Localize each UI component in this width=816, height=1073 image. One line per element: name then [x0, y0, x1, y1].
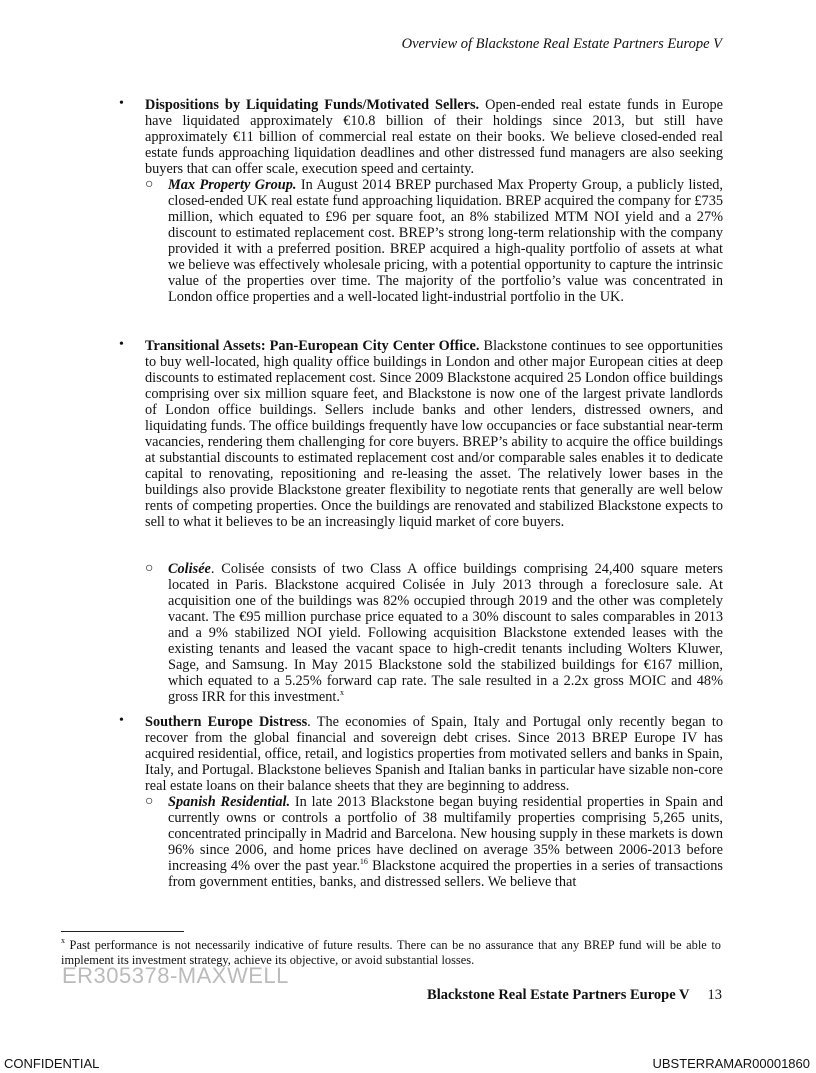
confidential-label: CONFIDENTIAL: [4, 1056, 100, 1071]
bates-number: UBSTERRAMAR00001860: [652, 1056, 810, 1071]
section-text: In August 2014 BREP purchased Max Property Group, a publicly listed, closed-ended UK real estate fund approaching liquidation. BREP acquired the company for £735 million, which equated to £96 per square foot, an 8% stabilized MTM NOI yield and a 27% discount to estimated replacement cost. BREP’s strong long-term relationship with the company provided it with a preferred position. BREP acquired a high-quality portfolio of assets at what we believe was effectively wholesale pricing, with a potential opportunity to capture the intrinsic value of the properties over time. The majority of the portfolio’s value was concentrated in London office properties and a well-located light-industrial portfolio in the UK.: [168, 177, 723, 305]
circle-bullet-icon: ○: [145, 794, 154, 809]
section-text: Blackstone continues to see opportunities to buy well-located, high quality office buildings in London and other major European cities at deep discounts to estimated replacement cost. Since 2009 Blackstone acquired 25 London office buildings comprising over six million square feet, and Blackstone is now one of the largest private landlords of London office buildings. Sellers include banks and other lenders, distressed owners, and liquidating funds. The office buildings frequently have low occupancies or face substantial near-term vacancies, rendering them challenging for core buyers. BREP’s ability to acquire the office buildings at substantial discounts to estimated replacement cost and/or comparable sales enables it to dedicate capital to renovating, repositioning and re-leasing the asset. The relatively lower bases in the buildings also provide Blackstone greater flexibility to negotiate rents that generally are well below rents of competing properties. Once the buildings are renovated and stabilized Blackstone expects to sell to what it believes to be an increasingly liquid market of core buyers.: [145, 338, 723, 530]
section-text: In late 2013 Blackstone began buying residential properties in Spain and currently owns or controls a portfolio of 38 multifamily properties comprising 5,265 units, concentrated principally in Madrid and Barcelona. New housing supply in these markets is down 96% since 2006, and home prices have declined on average 35% between 2006-2013 before increasing 4% over the past year.: [168, 794, 724, 874]
section-lead: Spanish Residential.: [168, 794, 291, 810]
running-header: Overview of Blackstone Real Estate Partners Europe V: [401, 36, 722, 52]
footnote-text: Past performance is not necessarily indicative of future results. There can be no assurance that any BREP fund will be able to implement its investment strategy, achieve its objective, or avoid substantial losses.: [61, 938, 721, 967]
footnote-ref: 16: [359, 857, 368, 866]
circle-bullet-icon: ○: [145, 177, 154, 192]
bullet-icon: •: [119, 713, 124, 728]
page-footer: [427, 987, 722, 1004]
footnote-rule: [61, 931, 184, 932]
footer-title: Blackstone Real Estate Partners Europe V: [427, 987, 690, 1003]
section-lead: Dispositions by Liquidating Funds/Motivated Sellers.: [145, 97, 480, 113]
subsection-max-property: [168, 177, 723, 305]
section-text: . The economies of Spain, Italy and Portugal only recently began to recover from the global financial and sovereign debt crises. Since 2013 BREP Europe IV has acquired residential, office, retail, and logistics properties from motivated sellers and banks in Spain, Italy, and Portugal. Blackstone believes Spanish and Italian banks in particular have sizable non-core real estate loans on their balance sheets that they are beginning to address.: [145, 714, 723, 794]
section-text: Open-ended real estate funds in Europe have liquidated approximately €10.8 billion of their holdings since 2013, but still have approximately €11 billion of commercial real estate on their books. We believe closed-ended real estate funds approaching liquidation deadlines and other distressed fund managers are also seeking buyers that can offer scale, execution speed and certainty.: [145, 97, 723, 177]
subsection-spanish-residential: [168, 794, 723, 890]
section-text-cont: Blackstone acquired the properties in a series of transactions from government entities, banks, and distressed sellers. We believe that: [168, 858, 723, 890]
section-lead: Colisée: [168, 561, 211, 577]
bullet-icon: •: [119, 96, 124, 111]
section-text: . Colisée consists of two Class A office buildings comprising 24,400 square meters located in Paris. Blackstone acquired Colisée in July 2013 through a foreclosure sale. At acquisition one of the buildings was 82% occupied through 2019 and the other was completely vacant. The €95 million purchase price equated to a 30% discount to sales comparables in 2013 and a 9% stabilized NOI yield. Following acquisition Blackstone extended leases with the existing tenants and leased the vacant space to high-credit tenants including Wolters Kluwer, Sage, and Samsung. In May 2015 Blackstone sold the stabilized buildings for €167 million, which equated to a 5.25% forward cap rate. The sale resulted in a 2.2x gross MOIC and 48% gross IRR for this investment.: [168, 561, 723, 705]
section-southern-europe: [145, 714, 723, 794]
section-lead: Southern Europe Distress: [145, 714, 308, 730]
circle-bullet-icon: ○: [145, 561, 154, 576]
section-dispositions: [145, 97, 723, 177]
section-lead: Transitional Assets: Pan-European City Center Office.: [145, 338, 480, 354]
bullet-icon: •: [119, 337, 124, 352]
watermark-stamp: ER305378-MAXWELL: [62, 963, 289, 988]
subsection-colisee: [168, 561, 723, 705]
footnote-mark: x: [61, 936, 65, 945]
section-lead: Max Property Group.: [168, 177, 297, 193]
page-number: 13: [707, 987, 722, 1003]
section-transitional-assets: [145, 338, 723, 530]
footnote-ref: x: [339, 688, 344, 697]
